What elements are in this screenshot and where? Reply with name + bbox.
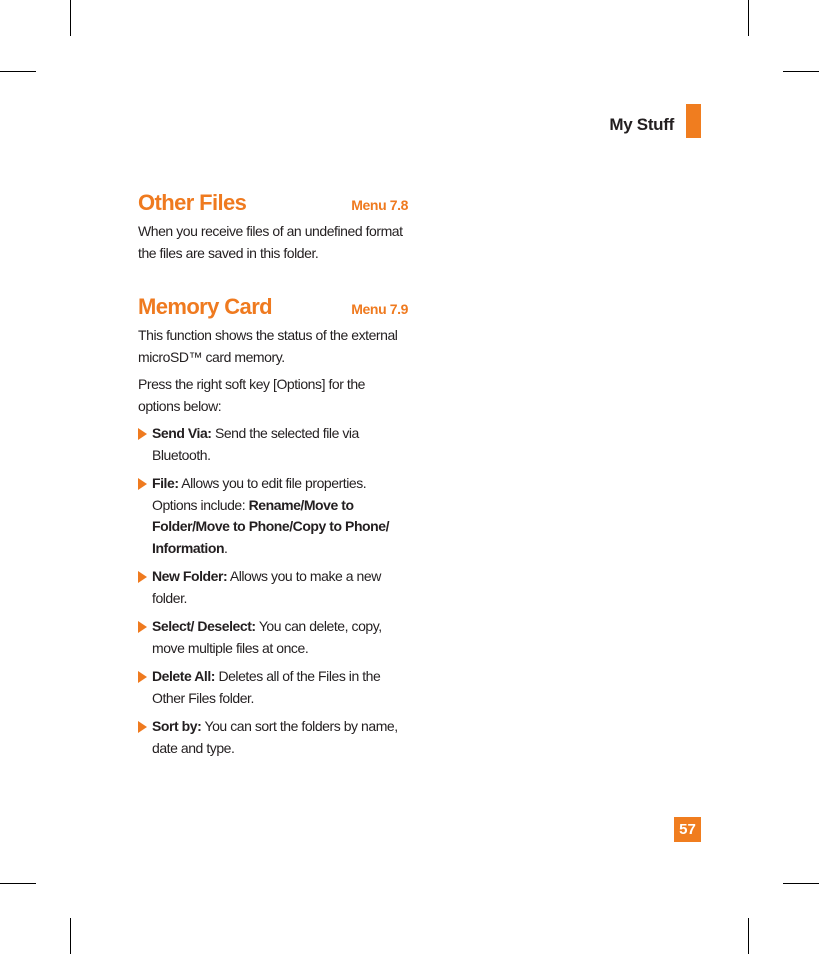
paragraph: Press the right soft key [Options] for the options below:	[138, 376, 365, 414]
paragraph: This function shows the status of the external microSD™ card memory.	[138, 327, 398, 365]
menu-number: Menu 7.9	[351, 301, 408, 317]
option-term: File:	[152, 475, 179, 491]
triangle-bullet-icon	[138, 621, 147, 633]
list-item	[138, 566, 408, 609]
option-text: You can sort the folders by name, date and type.	[152, 718, 398, 756]
triangle-bullet-icon	[138, 428, 147, 440]
triangle-bullet-icon	[138, 721, 147, 733]
list-item	[138, 616, 408, 659]
option-strong: Rename/Move to Folder/Move to Phone/Copy to Phone/ Information	[152, 496, 390, 556]
crop-mark	[748, 0, 749, 36]
option-term: New Folder:	[152, 568, 228, 584]
crop-mark	[0, 883, 36, 884]
option-text: Send the selected file via Bluetooth.	[152, 425, 359, 463]
main-content	[138, 190, 408, 766]
option-tail: .	[224, 539, 228, 556]
option-term: Send Via:	[152, 425, 212, 441]
option-term: Delete All:	[152, 668, 215, 684]
option-text: You can delete, copy, move multiple files at once.	[152, 618, 382, 656]
section-header-other-files	[138, 190, 408, 216]
page-number: 57	[674, 817, 701, 842]
option-term: Select/ Deselect:	[152, 618, 256, 634]
section-header-memory-card	[138, 294, 408, 320]
triangle-bullet-icon	[138, 478, 147, 490]
crop-mark	[70, 918, 71, 954]
option-text: Deletes all of the Files in the Other Files folder.	[152, 668, 381, 706]
crop-mark	[748, 918, 749, 954]
header-accent-tab	[686, 104, 701, 138]
crop-mark	[783, 883, 819, 884]
list-item	[138, 423, 408, 466]
triangle-bullet-icon	[138, 571, 147, 583]
crop-mark	[783, 71, 819, 72]
list-item	[138, 666, 408, 709]
option-term: Sort by:	[152, 718, 202, 734]
options-list	[138, 423, 408, 759]
section-title: Other Files	[138, 190, 247, 215]
list-item	[138, 716, 408, 759]
menu-number: Menu 7.8	[351, 197, 408, 213]
paragraph: When you receive files of an undefined format the files are saved in this folder.	[138, 223, 403, 261]
crop-mark	[70, 0, 71, 36]
crop-mark	[0, 71, 36, 72]
page-header-title: My Stuff	[609, 115, 674, 134]
option-text: Allows you to edit file properties. Options include:	[152, 475, 367, 513]
section-title: Memory Card	[138, 294, 272, 319]
list-item	[138, 473, 408, 559]
triangle-bullet-icon	[138, 671, 147, 683]
option-text: Allows you to make a new folder.	[152, 568, 381, 606]
